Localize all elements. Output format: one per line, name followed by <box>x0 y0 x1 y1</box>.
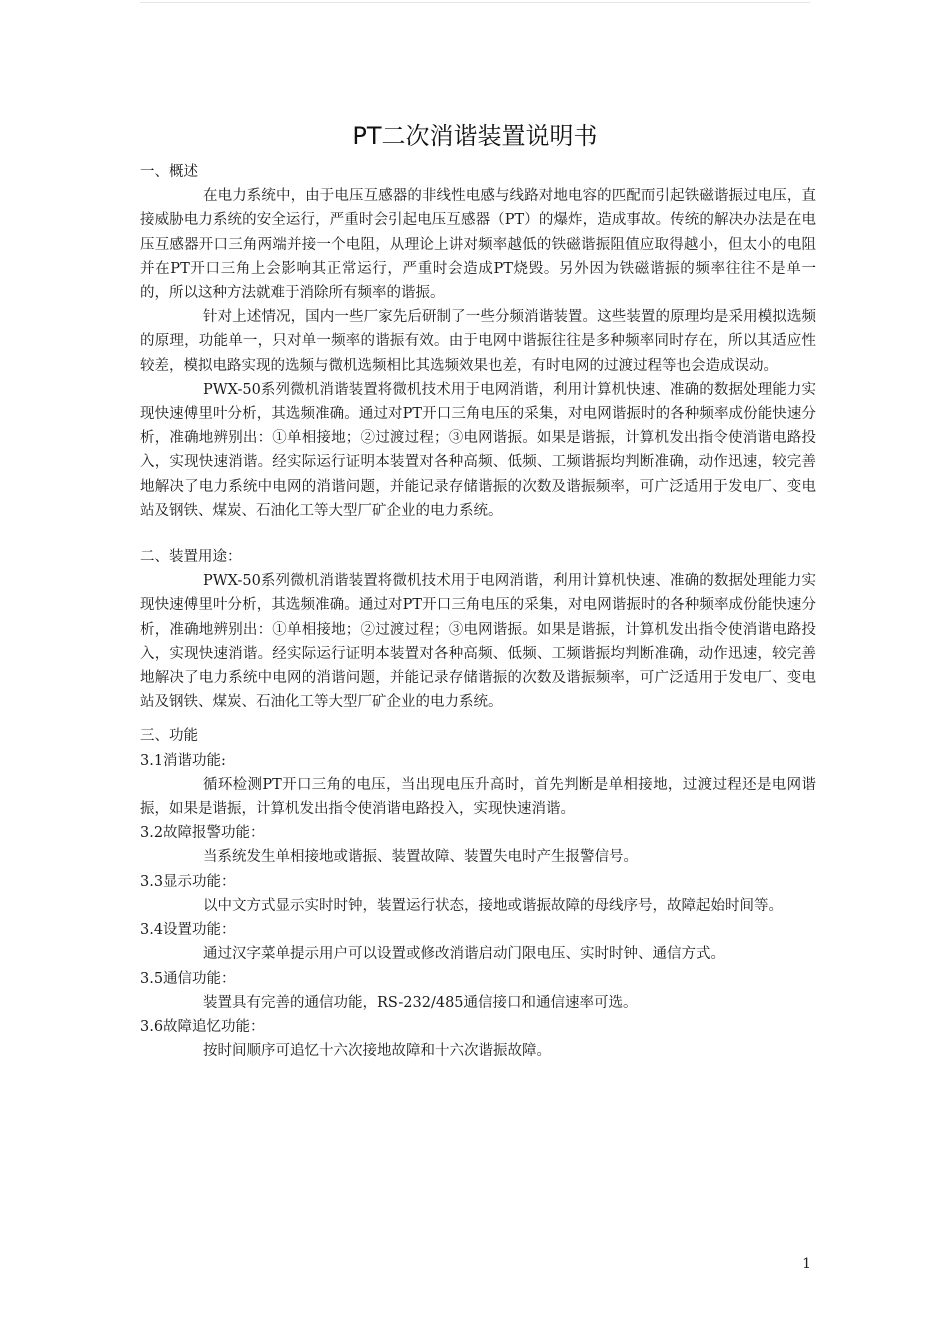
subsection-heading: 3.2故障报警功能： <box>140 825 265 842</box>
document-body <box>140 160 816 1063</box>
paragraph: 在电力系统中，由于电压互感器的非线性电感与线路对地电容的匹配而引起铁磁谐振过电压，直接威胁电力系统的安全运行，严重时会引起电压互感器（PT）的爆炸，造成事故。传统的解决办法是在电压互感器开口三角两端并接一个电阻，从理论上讲对频率越低的铁磁谐振阻值应取得越小，但太小的电阻并在PT开口三角上会影响其正常运行，严重时会造成PT烧毁。另外因为铁磁谐振的频率往往不是单一的，所以这种方法就难于消除所有频率的谐振。 <box>140 188 816 302</box>
subsection-text: 当系统发生单相接地或谐振、装置故障、装置失电时产生报警信号。 <box>203 849 638 866</box>
section-gap <box>140 714 816 724</box>
subsection-heading: 3.4设置功能： <box>140 922 236 939</box>
top-rule <box>140 2 810 3</box>
section-heading-overview: 一、概述 <box>140 164 198 180</box>
section-heading-functions: 三、功能 <box>140 728 198 745</box>
paragraph: PWX-50系列微机消谐装置将微机技术用于电网消谐，利用计算机快速、准确的数据处理能力实现快速傅里叶分析，其选频准确。通过对PT开口三角电压的采集，对电网谐振时的各种频率成份能快速分析，准确地辨别出：①单相接地；②过渡过程；③电网谐振。如果是谐振，计算机发出指令使消谐电路投入，实现快速消谐。经实际运行证明本装置对各种高频、低频、工频谐振均判断准确，动作迅速，较完善地解决了电力系统中电网的消谐问题，并能记录存储谐振的次数及谐振频率，可广泛适用于发电厂、变电站及钢铁、煤炭、石油化工等大型厂矿企业的电力系统。 <box>140 381 816 519</box>
paragraph: 针对上述情况，国内一些厂家先后研制了一些分频消谐装置。这些装置的原理均是采用模拟选频的原理，功能单一，只对单一频率的谐振有效。由于电网中谐振往往是多种频率同时存在，所以其适应性较差，模拟电路实现的选频与微机选频相比其选频效果也差，有时电网的过渡过程等也会造成误动。 <box>140 309 816 374</box>
subsection-text: 以中文方式显示实时时钟，装置运行状态，接地或谐振故障的母线序号，故障起始时间等。 <box>203 897 783 914</box>
document-title: PT二次消谐装置说明书 <box>352 122 598 150</box>
subsection-text: 循环检测PT开口三角的电压，当出现电压升高时，首先判断是单相接地，过渡过程还是电网谐振，如果是谐振，计算机发出指令使消谐电路投入，实现快速消谐。 <box>140 776 816 818</box>
subsection-text: 按时间顺序可追忆十六次接地故障和十六次谐振故障。 <box>203 1043 551 1060</box>
subsection-heading: 3.3显示功能： <box>140 873 236 890</box>
paragraph: PWX-50系列微机消谐装置将微机技术用于电网消谐，利用计算机快速、准确的数据处理能力实现快速傅里叶分析，其选频准确。通过对PT开口三角电压的采集，对电网谐振时的各种频率成份能快速分析，准确地辨别出：①单相接地；②过渡过程；③电网谐振。如果是谐振，计算机发出指令使消谐电路投入，实现快速消谐。经实际运行证明本装置对各种高频、低频、工频谐振均判断准确，动作迅速，较完善地解决了电力系统中电网的消谐问题，并能记录存储谐振的次数及谐振频率，可广泛适用于发电厂、变电站及钢铁、煤炭、石油化工等大型厂矿企业的电力系统。 <box>140 573 816 711</box>
subsection-heading: 3.6故障追忆功能： <box>140 1018 265 1035</box>
subsection-heading: 3.1消谐功能: <box>140 752 226 769</box>
subsection-heading: 3.5通信功能： <box>140 970 236 987</box>
section-gap <box>140 523 816 545</box>
subsection-text: 装置具有完善的通信功能，RS-232/485通信接口和通信速率可选。 <box>203 994 638 1011</box>
subsection-text: 通过汉字菜单提示用户可以设置或修改消谐启动门限电压、实时时钟、通信方式。 <box>203 946 725 963</box>
page-number: 1 <box>802 1256 811 1272</box>
section-heading-purpose: 二、装置用途： <box>140 549 242 566</box>
